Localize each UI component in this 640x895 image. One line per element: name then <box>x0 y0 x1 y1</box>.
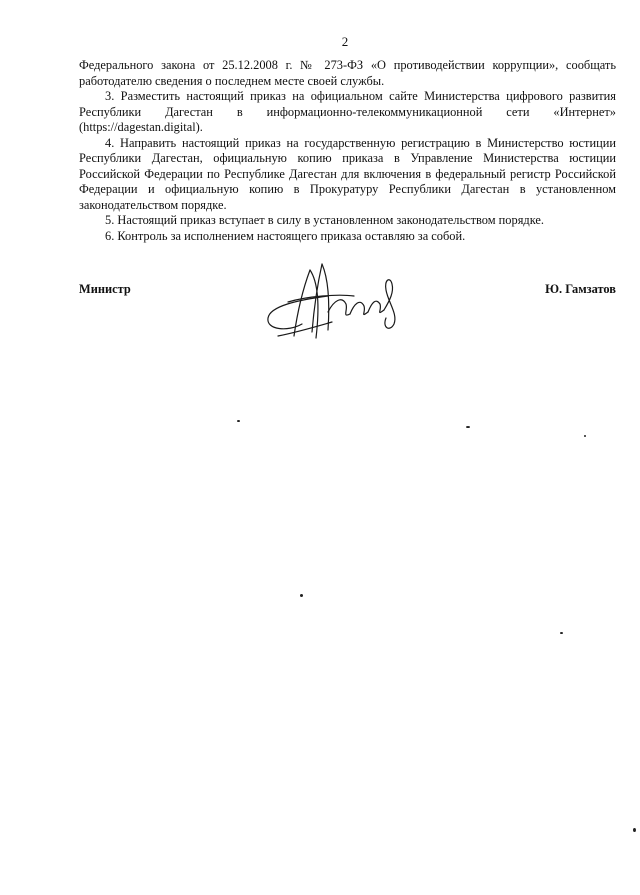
scan-speck <box>560 632 563 634</box>
handwritten-signature <box>258 252 418 352</box>
scan-speck <box>237 420 240 422</box>
paragraph-item-6: 6. Контроль за исполнением настоящего приказа оставляю за собой. <box>105 228 466 243</box>
signatory-title: Министр <box>79 282 131 296</box>
scan-speck <box>633 828 636 832</box>
scan-speck <box>584 435 586 437</box>
paragraph-item-5: 5. Настоящий приказ вступает в силу в установленном законодательством порядке. <box>105 213 545 227</box>
paragraph-item-4: 4. Направить настоящий приказ на государственную регистрацию в Министерство юстиции Республики Дагестан, официальную копию приказа в Управление Министерства юстиции Российской Федерации по Республике Дагестан для включения в федеральный регистр Российской Федерации и официальную копию в Прокуратуру Республики Дагестан в установленном законодательством порядке. <box>79 135 616 212</box>
paragraph-item-3: 3. Разместить настоящий приказ на официальном сайте Министерства цифрового развития Республики Дагестан в информационно-телекоммуникационной сети «Интернет» (https://dagestan.digital). <box>79 89 616 134</box>
scan-speck <box>466 426 470 428</box>
signatory-name: Ю. Гамзатов <box>545 282 616 296</box>
page-number: 2 <box>341 34 349 49</box>
paragraph-continuation: Федерального закона от 25.12.2008 г. № 273-ФЗ «О противодействии коррупции», сообщать работодателю сведения о последнем месте своей службы. <box>79 58 616 88</box>
document-body <box>79 58 616 244</box>
scan-speck <box>300 594 303 597</box>
